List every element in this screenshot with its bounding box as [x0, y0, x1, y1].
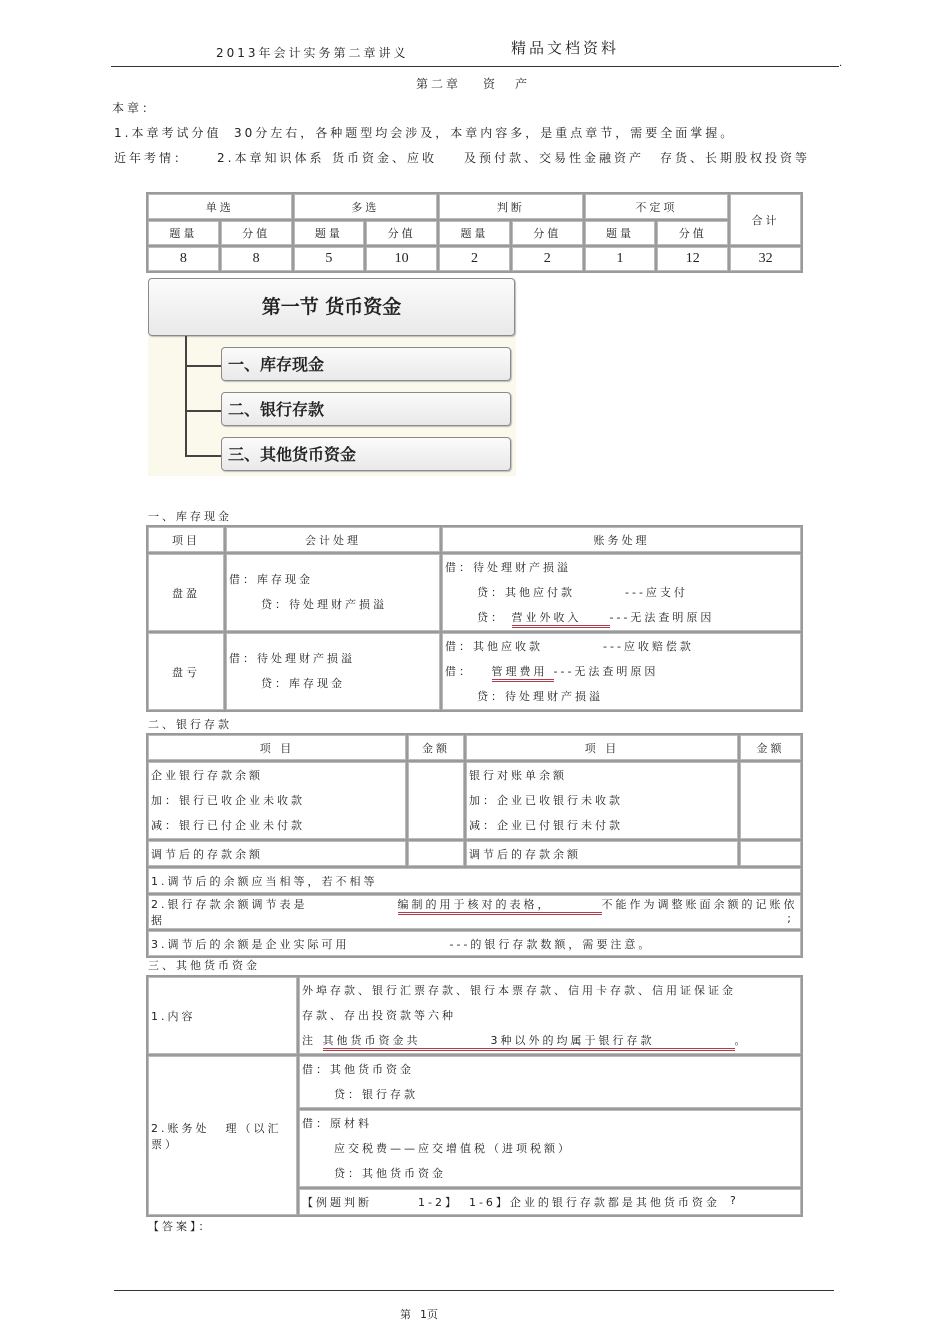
footer-num: 1页	[420, 1308, 438, 1321]
recon-head: 项 目	[466, 735, 738, 760]
score-total-label: 合计	[730, 194, 801, 245]
section2-label: 二、银行存款	[148, 718, 232, 731]
entry-line: 贷：其他货币资金	[334, 1167, 446, 1180]
cash-row-mid	[226, 554, 440, 631]
chapter-word2: 产	[515, 77, 528, 91]
note-text: 3.调节后的余额是企业实际可用	[151, 937, 350, 951]
recon-amount	[740, 841, 801, 866]
mindmap-item-bank: 二、银行存款	[221, 392, 511, 426]
score-group: 多选	[294, 194, 438, 219]
recon-line: 减：企业已付银行未付款	[469, 819, 623, 832]
entry-text: ---应支付	[625, 586, 688, 599]
mindmap-connector	[185, 455, 221, 457]
intro-line1-b: 30分左右，各种题型均会涉及，本章内容多，是重点章节，需要全面掌握。	[234, 126, 736, 140]
content-underlined: 其他货币资金共	[323, 1034, 491, 1051]
section3-label: 三、其他货币资金	[148, 959, 260, 972]
section1-label: 一、库存现金	[148, 510, 232, 523]
entry-line	[445, 659, 798, 684]
chapter-word: 资	[483, 77, 496, 91]
note-text: ---的银行存款数额，需要注意。	[449, 937, 653, 951]
content-line: 外埠存款、银行汇票存款、银行本票存款、信用卡存款、信用证保证金	[302, 984, 736, 997]
score-subhead: 分值	[366, 221, 437, 245]
entry-line	[445, 580, 798, 605]
recon-line: 减：银行已付企业未付款	[151, 819, 305, 832]
score-subhead: 题量	[148, 221, 219, 245]
entry-line: 借：原材料	[302, 1117, 372, 1130]
row-name-a: 2.账务处	[151, 1121, 210, 1135]
entry-text: 借：	[445, 665, 473, 678]
score-group: 判断	[439, 194, 583, 219]
example-text: ?	[730, 1194, 739, 1207]
mindmap-title: 第一节 货币资金	[148, 278, 515, 336]
recon-left	[148, 762, 406, 839]
intro-line2-b: 货币资金、应收	[332, 151, 438, 165]
entry-line: 借：其他货币资金	[302, 1063, 414, 1076]
footer-rule	[114, 1290, 834, 1291]
mindmap-connector	[185, 410, 221, 412]
entry-line	[445, 634, 798, 659]
entry-line: 贷：银行存款	[334, 1088, 418, 1101]
content-text: 。	[734, 1034, 749, 1047]
other-funds-box	[299, 1056, 801, 1108]
score-subhead: 分值	[512, 221, 583, 245]
entry-line: 借：库存现金	[229, 573, 313, 586]
score-value: 8	[148, 247, 219, 271]
recon-balance: 调节后的存款余额	[148, 841, 406, 866]
intro-line2-a: 2.本章知识体系	[217, 151, 325, 165]
note-underlined: 编制的用于核对的表格，	[398, 898, 602, 915]
intro-line2-pre: 近年考情：	[114, 151, 190, 165]
score-value: 2	[512, 247, 583, 271]
other-funds-table	[146, 975, 803, 1217]
score-subhead: 题量	[585, 221, 656, 245]
score-value: 10	[366, 247, 437, 271]
recon-balance: 调节后的存款余额	[466, 841, 738, 866]
cash-row-name: 盘亏	[148, 633, 224, 710]
recon-note	[148, 931, 801, 956]
row-name-b: 理（以汇票）	[151, 1121, 282, 1151]
answer-label: 【答案】：	[148, 1220, 213, 1233]
recon-line: 银行对账单余额	[469, 769, 567, 782]
cash-head: 账务处理	[442, 527, 801, 552]
intro-line2-c: 及预付款、交易性金融资产	[464, 151, 645, 165]
score-value: 5	[294, 247, 365, 271]
intro-line2-d: 存货、长期股权投资等	[660, 151, 811, 165]
reconciliation-table	[146, 733, 803, 958]
score-value: 8	[221, 247, 292, 271]
note-text: 2.银行存款余额调节表是	[151, 898, 308, 911]
recon-amount	[408, 762, 464, 839]
cash-head: 会计处理	[226, 527, 440, 552]
recon-amount	[408, 841, 464, 866]
entry-text: 借：其他应收款	[445, 640, 543, 653]
score-table	[146, 192, 803, 273]
entry-text: 贷：其他应付款	[477, 586, 575, 599]
recon-head: 项 目	[148, 735, 406, 760]
score-subhead: 题量	[294, 221, 365, 245]
entry-text: 贷：	[477, 611, 505, 624]
entry-text: ---应收赔偿款	[603, 640, 694, 653]
entry-text: ---无法查明原因	[553, 665, 659, 678]
recon-note	[148, 895, 801, 929]
example-text: 【例题判断	[302, 1196, 372, 1209]
mindmap-connector	[185, 336, 187, 456]
header-left: 2013年会计实务第二章讲义	[216, 46, 409, 60]
note-text: 不能作为调整账面余额的记账依据	[151, 898, 798, 927]
recon-head: 金额	[740, 735, 801, 760]
header-rule	[111, 66, 839, 67]
recon-right	[466, 762, 738, 839]
entry-text: ---无法查明原因	[609, 611, 715, 624]
mindmap	[148, 278, 516, 476]
score-group: 单选	[148, 194, 292, 219]
score-value: 1	[585, 247, 656, 271]
recon-head: 金额	[408, 735, 464, 760]
other-funds-box	[299, 1189, 801, 1215]
other-funds-name	[148, 1056, 297, 1215]
mindmap-item-cash: 一、库存现金	[221, 347, 511, 381]
content-line	[302, 1028, 798, 1053]
cash-head: 项目	[148, 527, 224, 552]
entry-line: 贷：库存现金	[261, 677, 345, 690]
score-value: 32	[730, 247, 801, 271]
content-line: 存款、存出投资款等六种	[302, 1009, 456, 1022]
score-value: 12	[657, 247, 728, 271]
recon-amount	[740, 762, 801, 839]
example-text: 1-2】	[418, 1196, 459, 1209]
entry-underlined: 管理费用	[492, 665, 554, 682]
entry-line: 应交税费——应交增值税（进项税额）	[334, 1142, 572, 1155]
recon-note: 1.调节后的余额应当相等，若不相等	[148, 868, 801, 893]
content-underlined: 3种以外的均属于银行存款	[491, 1034, 735, 1051]
entry-line: 贷：待处理财产损溢	[477, 690, 603, 703]
intro-label: 本章：	[112, 101, 158, 115]
note-text: ;	[787, 912, 794, 925]
entry-underlined: 营业外收入	[512, 611, 610, 628]
score-subhead: 分值	[221, 221, 292, 245]
entry-line: 借：待处理财产损溢	[445, 561, 571, 574]
mindmap-connector	[185, 365, 221, 367]
score-subhead: 分值	[657, 221, 728, 245]
other-funds-name: 1.内容	[148, 977, 297, 1054]
header-right: 精品文档资料	[511, 39, 620, 57]
example-text: 1-6】企业的银行存款都是其他货币资金	[468, 1196, 720, 1209]
entry-line	[445, 605, 798, 630]
entry-line: 借：待处理财产损溢	[229, 652, 355, 665]
score-group: 不定项	[585, 194, 729, 219]
content-text: 注	[302, 1034, 316, 1047]
cash-row-right	[442, 633, 801, 710]
recon-line: 企业银行存款余额	[151, 769, 263, 782]
cash-row-right	[442, 554, 801, 631]
intro-line1-a: 1.本章考试分值	[114, 126, 222, 140]
cash-row-name: 盘盈	[148, 554, 224, 631]
recon-line: 加：银行已收企业未收款	[151, 794, 305, 807]
footer-page: 第	[400, 1308, 411, 1321]
mindmap-item-other: 三、其他货币资金	[221, 437, 511, 471]
cash-table	[146, 525, 803, 712]
other-funds-box	[299, 1110, 801, 1187]
score-value: 2	[439, 247, 510, 271]
score-subhead: 题量	[439, 221, 510, 245]
entry-line: 贷：待处理财产损溢	[261, 598, 387, 611]
chapter-number: 第二章	[416, 77, 462, 91]
header-dot: .	[839, 58, 843, 69]
recon-line: 加：企业已收银行未收款	[469, 794, 623, 807]
other-funds-content	[299, 977, 801, 1054]
cash-row-mid	[226, 633, 440, 710]
